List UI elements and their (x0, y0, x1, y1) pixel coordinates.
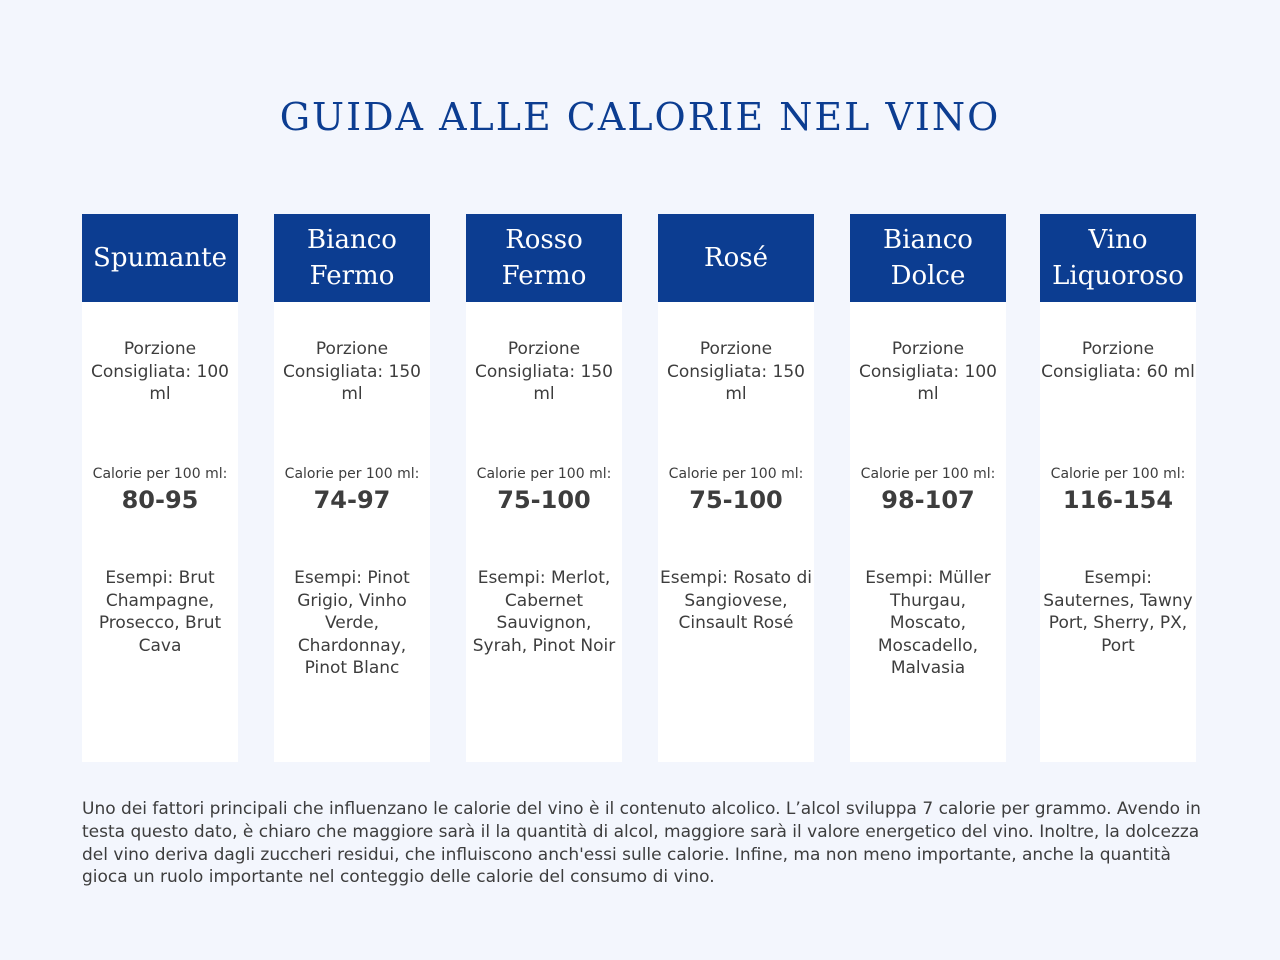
calories-label: Calorie per 100 ml: (284, 466, 420, 482)
calories-value: 116-154 (1062, 486, 1174, 514)
calories-value: 98-107 (881, 486, 975, 514)
wine-card-rose (658, 214, 814, 762)
examples-text: Esempi: Brut Champagne, Prosecco, Brut Cava (98, 568, 222, 656)
recommended-portion: Porzione Consigliata: 150 ml (667, 339, 805, 404)
wine-card-bianco-fermo (274, 214, 430, 762)
wine-card-rosso-fermo (466, 214, 622, 762)
calories-label: Calorie per 100 ml: (476, 466, 612, 482)
card-title: Rosé (658, 214, 814, 302)
examples-text: Esempi: Sauternes, Tawny Port, Sherry, PX, Port (1043, 568, 1193, 656)
card-title: Bianco Fermo (274, 214, 430, 302)
recommended-portion: Porzione Consigliata: 150 ml (283, 339, 421, 404)
calories-label: Calorie per 100 ml: (668, 466, 804, 482)
examples-text: Esempi: Merlot, Cabernet Sauvignon, Syrah, Pinot Noir (472, 568, 616, 656)
page-title: GUIDA ALLE CALORIE NEL VINO (279, 95, 1001, 139)
recommended-portion: Porzione Consigliata: 100 ml (859, 339, 997, 404)
card-title: Vino Liquoroso (1040, 214, 1196, 302)
calories-value: 74-97 (313, 486, 391, 514)
calories-label: Calorie per 100 ml: (1050, 466, 1186, 482)
calories-label: Calorie per 100 ml: (92, 466, 228, 482)
examples-text: Esempi: Rosato di Sangiovese, Cinsault Rosé (660, 568, 812, 633)
calories-value: 80-95 (121, 486, 199, 514)
wine-card-vino-liquoroso (1040, 214, 1196, 762)
footnote-paragraph: Uno dei fattori principali che influenzano le calorie del vino è il contenuto alcolico. L’alcol sviluppa 7 calorie per grammo. Avendo in testa questo dato, è chiaro che maggiore sarà il la quantità di alcol, maggiore sarà il valore energetico del vino. Inoltre, la dolcezza del vino deriva dagli zuccheri residui, che influiscono anch'essi sulle calorie. Infine, ma non meno importante, anche la quantità gioca un ruolo importante nel conteggio delle calorie del consumo di vino. (82, 799, 1201, 888)
card-title: Spumante (82, 214, 238, 302)
calories-label: Calorie per 100 ml: (860, 466, 996, 482)
calories-value: 75-100 (689, 486, 783, 514)
recommended-portion: Porzione Consigliata: 100 ml (91, 339, 229, 404)
recommended-portion: Porzione Consigliata: 60 ml (1041, 339, 1195, 382)
calories-value: 75-100 (497, 486, 591, 514)
recommended-portion: Porzione Consigliata: 150 ml (475, 339, 613, 404)
examples-text: Esempi: Pinot Grigio, Vinho Verde, Chardonnay, Pinot Blanc (294, 568, 410, 678)
card-title: Bianco Dolce (850, 214, 1006, 302)
examples-text: Esempi: Müller Thurgau, Moscato, Moscadello, Malvasia (865, 568, 991, 678)
wine-card-bianco-dolce (850, 214, 1006, 762)
card-title: Rosso Fermo (466, 214, 622, 302)
wine-cards (82, 214, 1196, 762)
wine-card-spumante (82, 214, 238, 762)
